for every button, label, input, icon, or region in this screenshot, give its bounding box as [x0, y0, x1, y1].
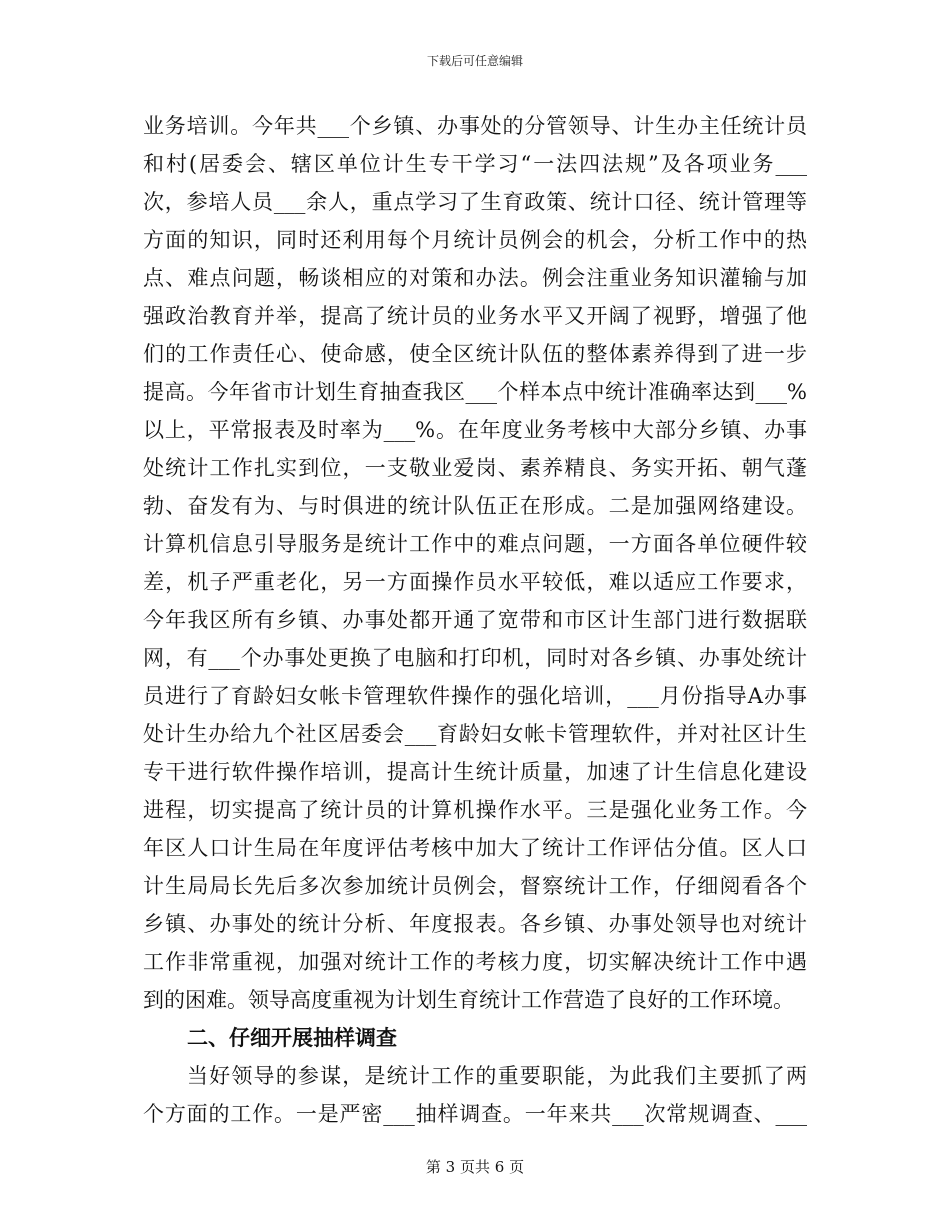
body-line: 次，参培人员___余人，重点学习了生育政策、统计口径、统计管理等 — [143, 190, 807, 214]
body-line: 处计生办给九个社区居委会___育龄妇女帐卡管理软件，并对社区计生 — [143, 722, 807, 746]
body-line: 今年我区所有乡镇、办事处都开通了宽带和市区计生部门进行数据联 — [143, 608, 807, 632]
body-line: 点、难点问题，畅谈相应的对策和办法。例会注重业务知识灌输与加 — [143, 266, 807, 290]
body-line: 们的工作责任心、使命感，使全区统计队伍的整体素养得到了进一步 — [143, 342, 807, 366]
body-line: 网，有___个办事处更换了电脑和打印机，同时对各乡镇、办事处统计 — [143, 646, 807, 670]
body-line: 提高。今年省市计划生育抽查我区___个样本点中统计准确率达到___% — [143, 380, 807, 404]
body-line: 进程，切实提高了统计员的计算机操作水平。三是强化业务工作。今 — [143, 798, 807, 822]
body-line: 到的困难。领导高度重视为计划生育统计工作营造了良好的工作环境。 — [143, 988, 794, 1012]
body-line: 和村(居委会、辖区单位计生专干学习“一法四法规”及各项业务___ — [143, 152, 807, 176]
body-line: 业务培训。今年共___个乡镇、办事处的分管领导、计生办主任统计员 — [143, 114, 807, 138]
section-heading: 二、仔细开展抽样调查 — [187, 1025, 397, 1050]
body-line: 个方面的工作。一是严密___抽样调查。一年来共___次常规调查、___ — [143, 1102, 807, 1126]
body-line: 处统计工作扎实到位，一支敬业爱岗、素养精良、务实开拓、朝气蓬 — [143, 456, 807, 480]
body-line: 勃、奋发有为、与时俱进的统计队伍正在形成。二是加强网络建设。 — [143, 494, 807, 518]
body-line: 员进行了育龄妇女帐卡管理软件操作的强化培训，___月份指导A办事 — [143, 684, 807, 708]
page-header: 下载后可任意编辑 — [426, 54, 523, 68]
body-line: 计算机信息引导服务是统计工作中的难点问题，一方面各单位硬件较 — [143, 532, 807, 556]
body-line: 专干进行软件操作培训，提高计生统计质量，加速了计生信息化建设 — [143, 760, 807, 784]
page-footer: 第 3 页共 6 页 — [425, 1158, 525, 1176]
body-line: 以上，平常报表及时率为___%。在年度业务考核中大部分乡镇、办事 — [143, 418, 807, 442]
body-line: 工作非常重视，加强对统计工作的考核力度，切实解决统计工作中遇 — [143, 950, 807, 974]
document-body — [143, 107, 807, 1133]
body-line: 当好领导的参谋，是统计工作的重要职能，为此我们主要抓了两 — [187, 1064, 807, 1088]
body-line: 年区人口计生局在年度评估考核中加大了统计工作评估分值。区人口 — [143, 836, 807, 860]
body-line: 计生局局长先后多次参加统计员例会，督察统计工作，仔细阅看各个 — [143, 874, 807, 898]
body-line: 乡镇、办事处的统计分析、年度报表。各乡镇、办事处领导也对统计 — [143, 912, 807, 936]
body-line: 强政治教育并举，提高了统计员的业务水平又开阔了视野，增强了他 — [143, 304, 807, 328]
body-line: 差，机子严重老化，另一方面操作员水平较低，难以适应工作要求， — [143, 570, 807, 594]
body-line: 方面的知识，同时还利用每个月统计员例会的机会，分析工作中的热 — [143, 228, 807, 252]
